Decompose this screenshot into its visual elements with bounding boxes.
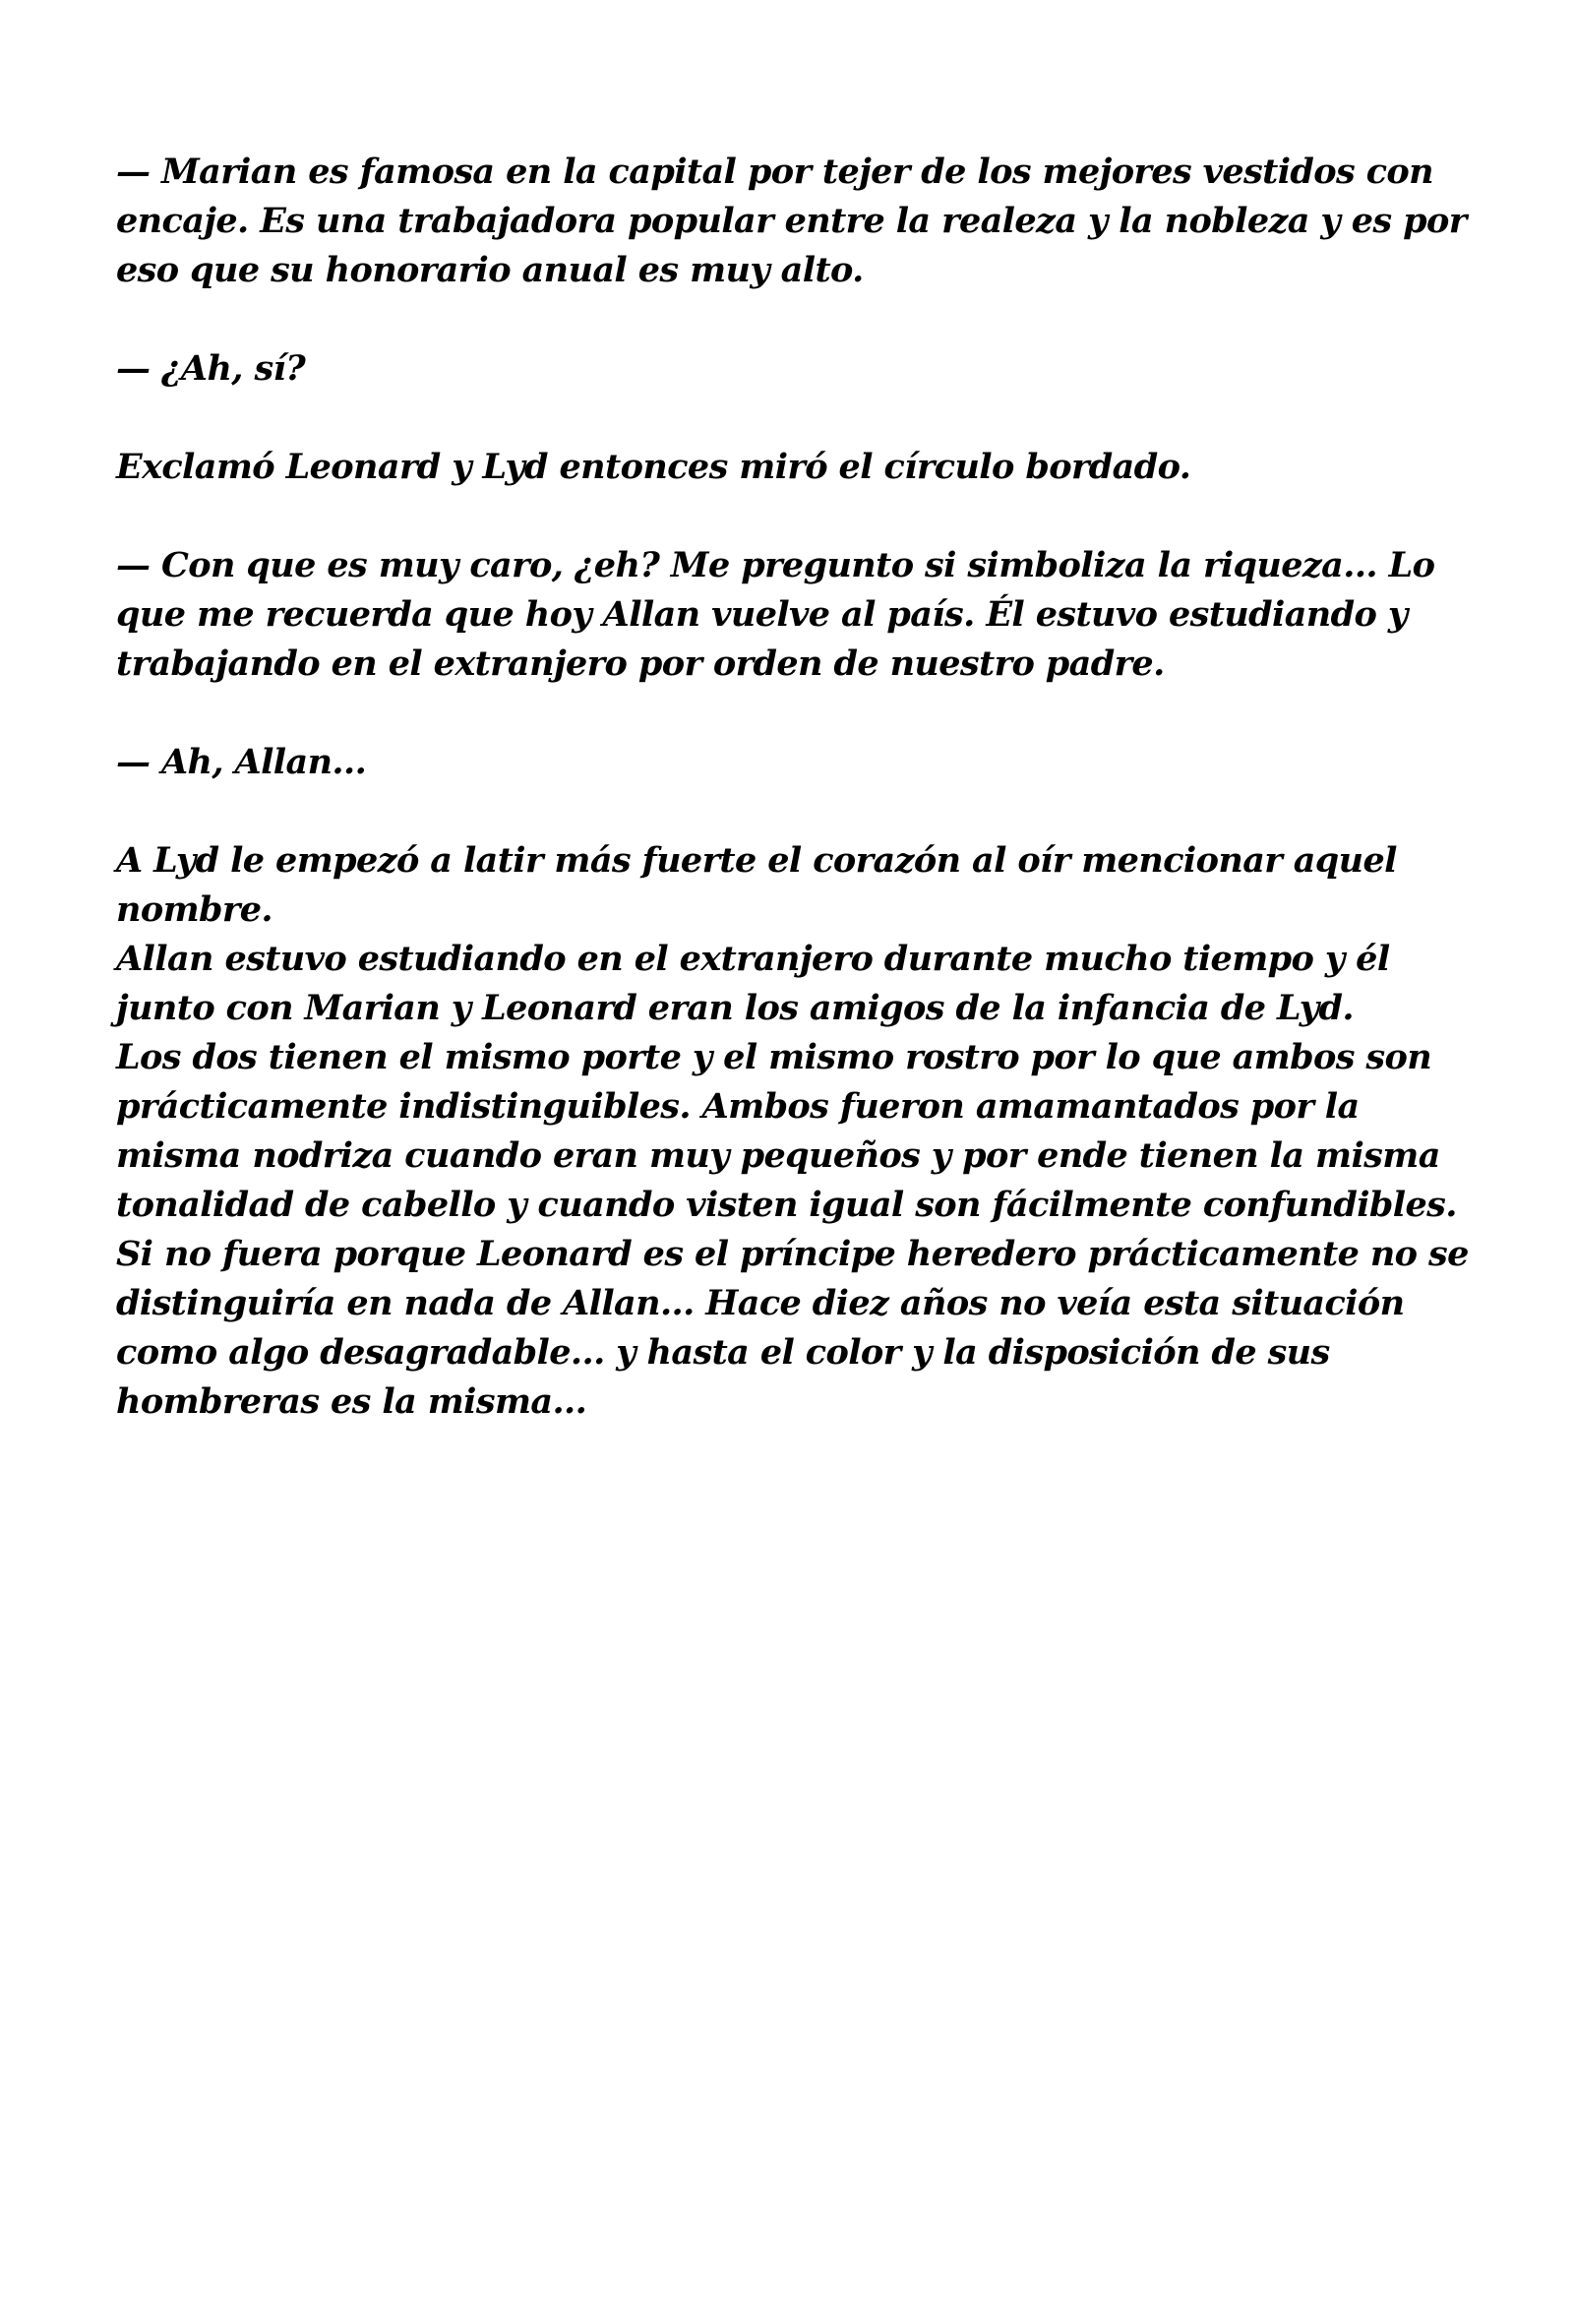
dialogue-paragraph: — Marian es famosa en la capital por tejer de los mejores vestidos con encaje. Es una trabajadora popular entre la realeza y la nobleza y es por eso que su honorario anual es muy alto.	[116, 152, 1467, 290]
story-text	[116, 148, 1474, 1427]
narration-paragraph: Exclamó Leonard y Lyd entonces miró el círculo bordado.	[116, 447, 1191, 487]
dialogue-paragraph: — Con que es muy caro, ¿eh? Me pregunto si simboliza la riqueza... Lo que me recuerda que hoy Allan vuelve al país. Él estuvo estudiando y trabajando en el extranjero por orden de nuestro padre.	[116, 545, 1435, 684]
narration-paragraph: A Lyd le empezó a latir más fuerte el corazón al oír mencionar aquel nombre.	[116, 840, 1397, 930]
narration-paragraph: Los dos tienen el mismo porte y el mismo rostro por lo que ambos son prácticamente indistinguibles. Ambos fueron amamantados por la misma nodriza cuando eran muy pequeños y por ende tienen la misma tonalidad de cabello y cuando visten igual son fácilmente confundibles. Si no fuera porque Leonard es el príncipe heredero prácticamente no se distinguiría en nada de Allan... Hace diez años no veía esta situación como algo desagradable... y hasta el color y la disposición de sus hombreras es la misma...	[116, 1037, 1469, 1422]
narration-paragraph: Allan estuvo estudiando en el extranjero durante mucho tiempo y él junto con Marian y Leonard eran los amigos de la infancia de Lyd.	[116, 939, 1390, 1028]
dialogue-paragraph: — ¿Ah, sí?	[116, 348, 306, 389]
dialogue-paragraph: — Ah, Allan...	[116, 742, 367, 782]
